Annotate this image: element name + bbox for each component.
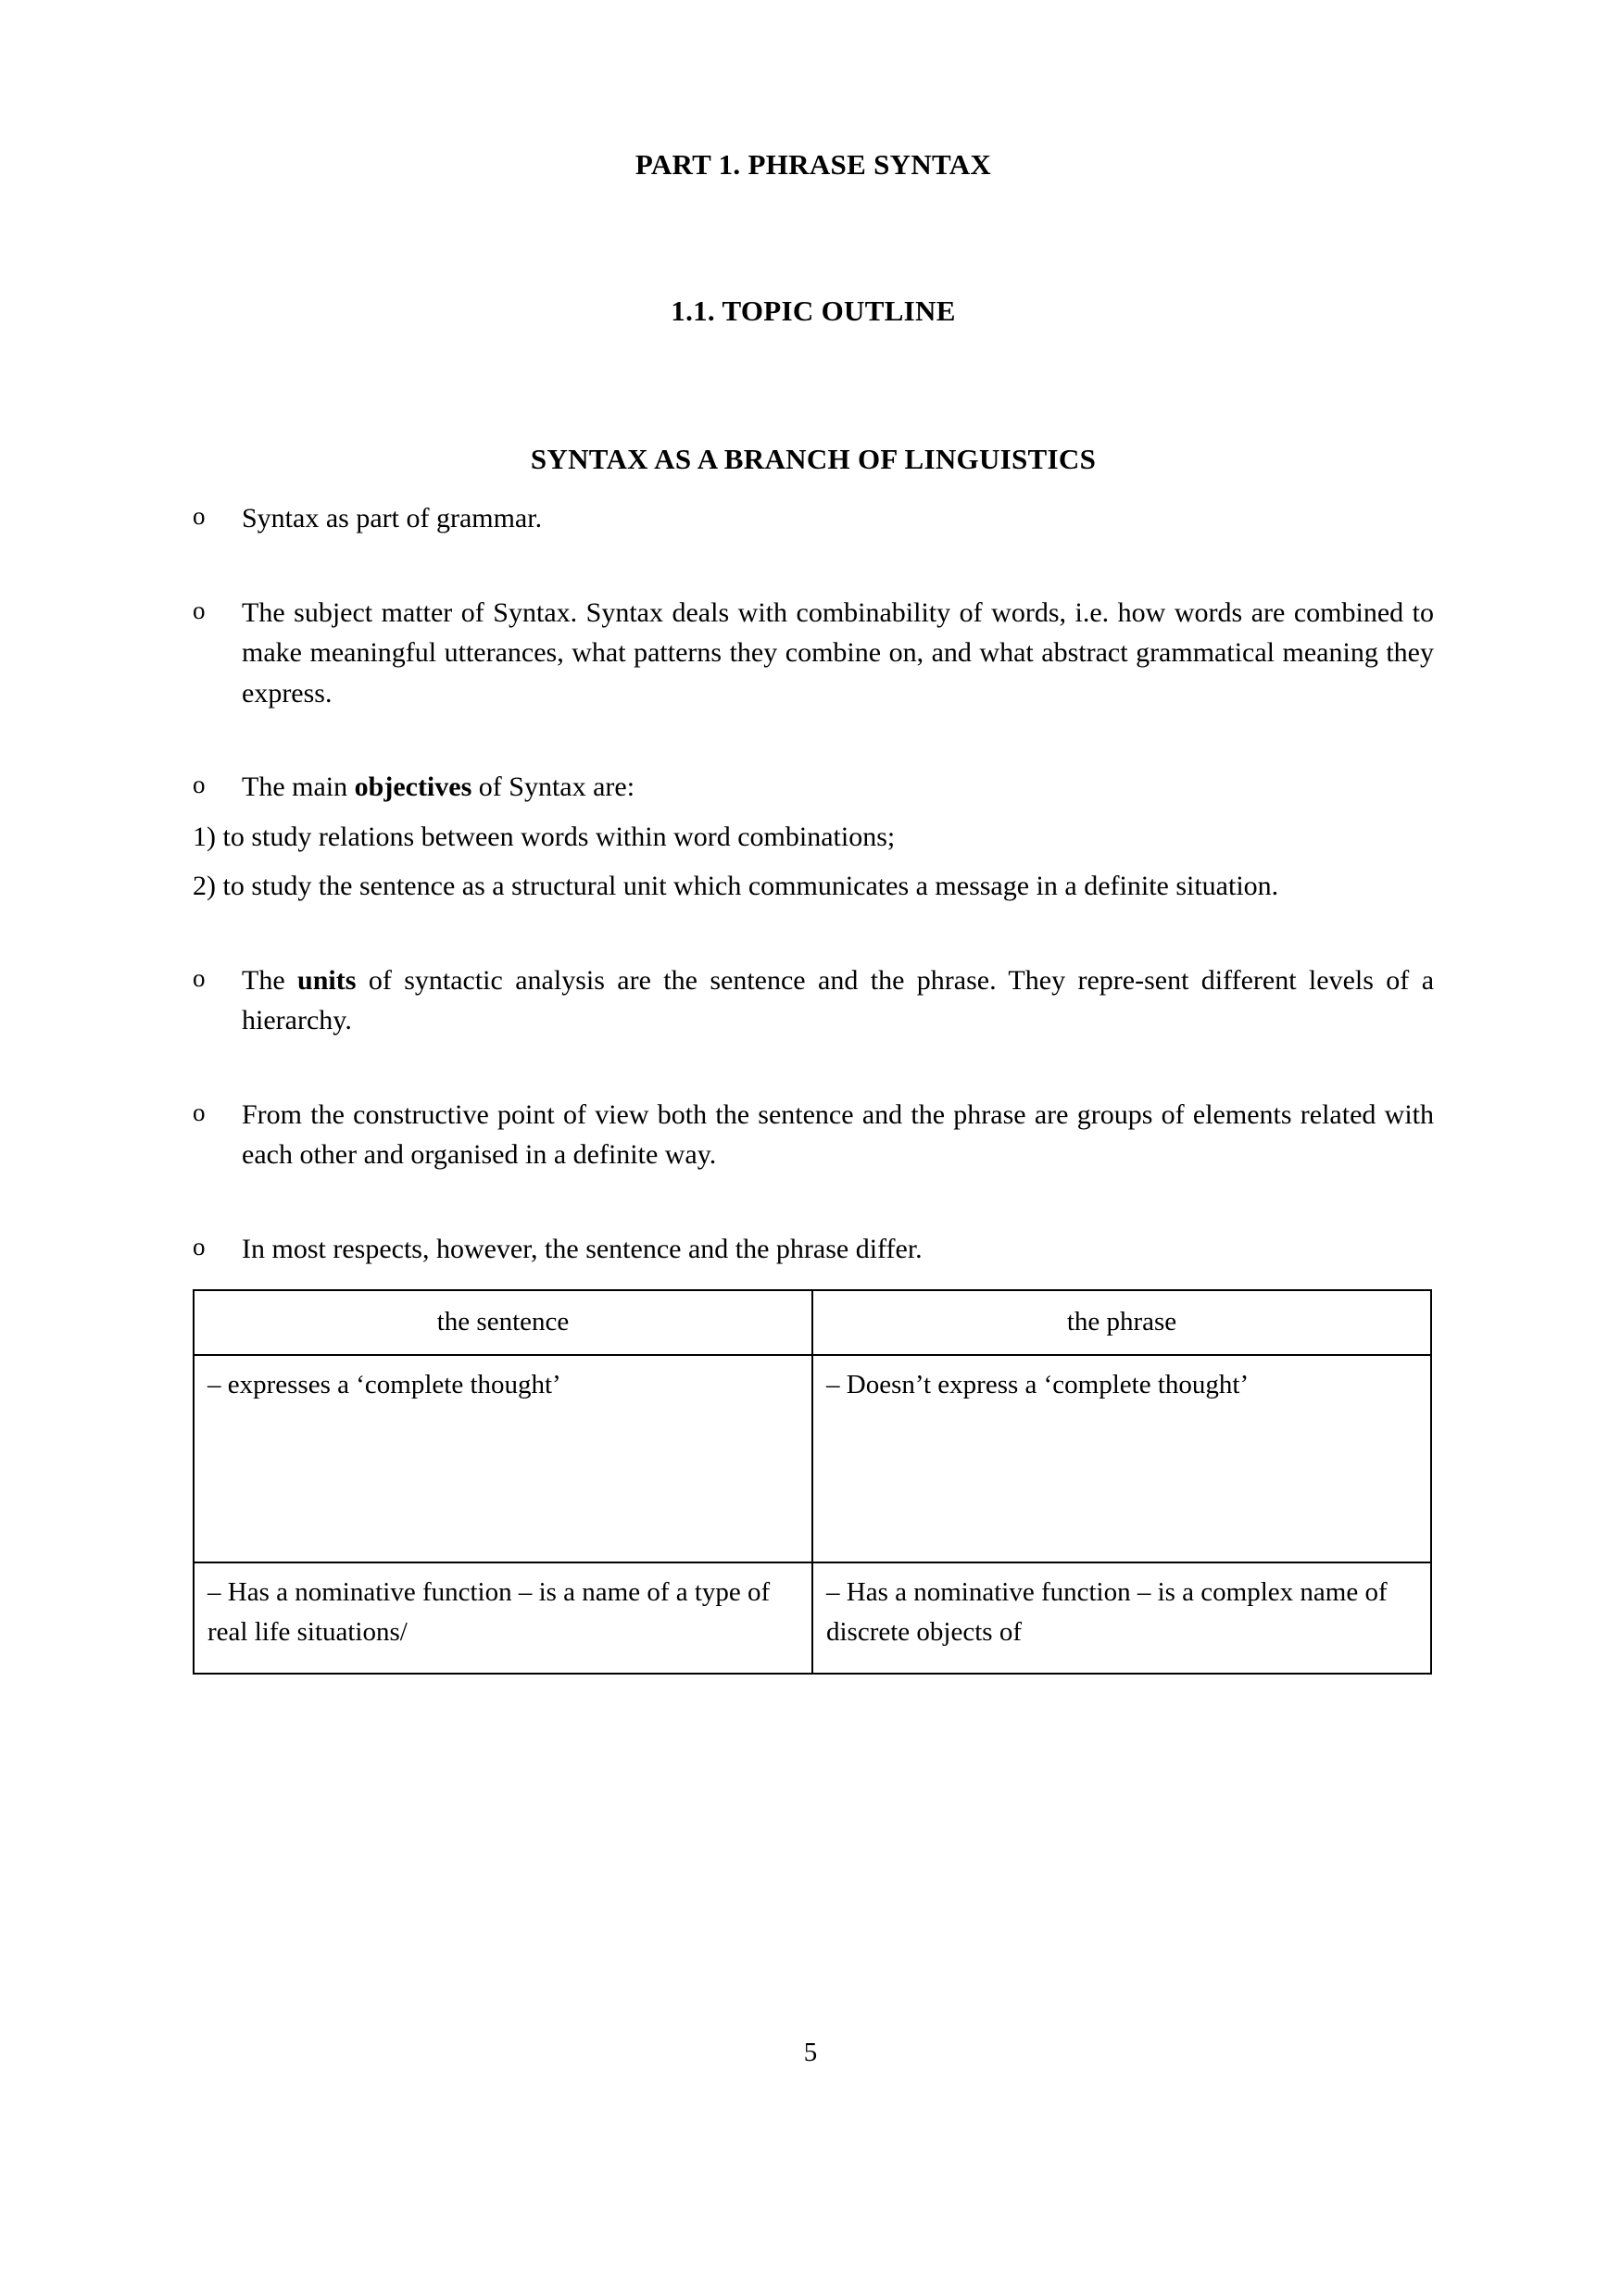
bullet-text (242, 960, 1434, 1041)
table-row (194, 1562, 1431, 1674)
table-cell-sentence-1: – expresses a ‘complete thought’ (194, 1355, 812, 1562)
objective-item-2: 2) to study the sentence as a structural unit which communicates a message in a definite situation. (193, 871, 1279, 901)
section-title: 1.1. TOPIC OUTLINE (671, 295, 956, 327)
bullet-units (193, 960, 1434, 1041)
bullet-differ (193, 1229, 1434, 1270)
table-header-phrase: the phrase (812, 1290, 1431, 1355)
table-body-continued (194, 1562, 1431, 1674)
page-number: 5 (803, 2038, 818, 2067)
table-header-row (194, 1290, 1431, 1355)
page-content (193, 148, 1434, 1675)
bullet-text-bold: objectives (354, 772, 472, 802)
bullet-marker-icon: o (193, 1098, 206, 1126)
bullet-text: Syntax as part of grammar. (242, 503, 543, 533)
bullet-main-objectives (193, 767, 1434, 808)
comparison-table (193, 1289, 1432, 1563)
bullet-text-before: The main (242, 772, 355, 802)
bullet-text-after: of Syntax are: (471, 772, 635, 802)
table-cell-phrase-2: – Has a nominative function – is a complex name of discrete objects of (812, 1562, 1431, 1674)
comparison-table-continued (193, 1562, 1432, 1675)
table-row (194, 1355, 1431, 1562)
table-header (194, 1290, 1431, 1355)
bullet-marker-icon: o (193, 502, 206, 530)
topic-title: SYNTAX AS A BRANCH OF LINGUISTICS (530, 443, 1097, 475)
bullet-marker-icon: o (193, 596, 206, 624)
bullet-text-before: The (242, 964, 298, 996)
bullet-marker-icon: o (193, 1232, 206, 1261)
bullet-text-after: of syntactic analysis are the sentence and the phrase. They repre-sent different levels of a hierarchy. (242, 964, 1435, 1035)
bullet-syntax-part-of-grammar (193, 498, 1434, 539)
bullet-text: From the constructive point of view both the sentence and the phrase are groups of elements related with each other and organised in a definite way. (242, 1098, 1434, 1170)
bullet-marker-icon: o (193, 771, 206, 798)
bullet-text: In most respects, however, the sentence and the phrase differ. (242, 1233, 923, 1264)
objective-item-1: 1) to study relations between words within word combinations; (193, 821, 896, 852)
table-header-sentence: the sentence (194, 1290, 812, 1355)
bullet-constructive-point (193, 1095, 1434, 1175)
bullet-text (242, 767, 1434, 808)
bullet-text-bold: units (297, 964, 357, 996)
bullet-subject-matter (193, 593, 1434, 714)
bullet-text: The subject matter of Syntax. Syntax deals with combinability of words, i.e. how words are combined to make meaningful utterances, what patterns they combine on, and what abstract grammatical meaning they express. (242, 596, 1434, 709)
table-cell-phrase-1: – Doesn’t express a ‘complete thought’ (812, 1355, 1431, 1562)
part-title: PART 1. PHRASE SYNTAX (635, 148, 992, 181)
table-cell-sentence-2: – Has a nominative function – is a name of a type of real life situations/ (194, 1562, 812, 1674)
table-body (194, 1355, 1431, 1562)
bullet-marker-icon: o (193, 963, 206, 992)
